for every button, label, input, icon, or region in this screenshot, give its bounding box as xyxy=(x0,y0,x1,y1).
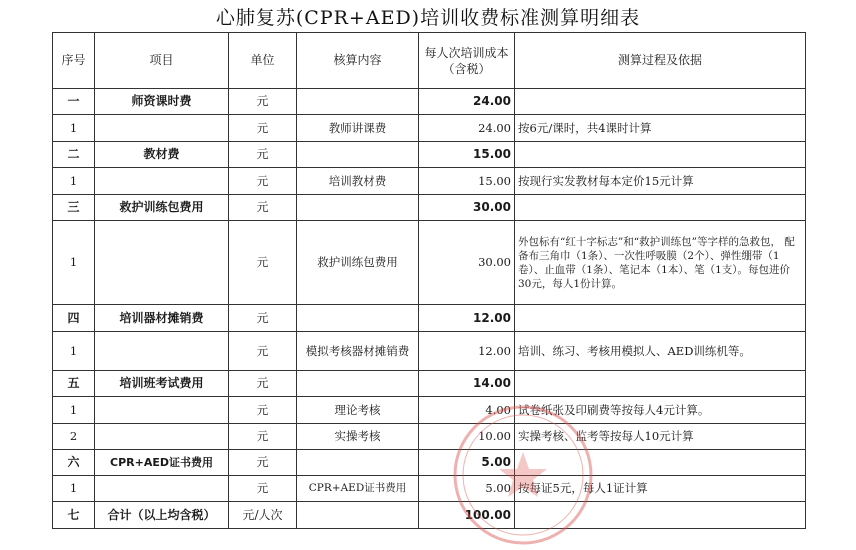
row-no: 1 xyxy=(53,168,95,195)
row-item: CPR+AED证书费用 xyxy=(95,450,229,476)
row-no: 2 xyxy=(53,424,95,450)
fee-table xyxy=(52,32,806,529)
row-basis xyxy=(515,502,806,529)
row-cost: 15.00 xyxy=(419,168,515,195)
row-content: CPR+AED证书费用 xyxy=(297,476,419,502)
page-title: 心肺复苏(CPR+AED)培训收费标准测算明细表 xyxy=(215,7,641,29)
row-cost: 12.00 xyxy=(419,332,515,371)
row-no: 1 xyxy=(53,221,95,305)
row-unit: 元 xyxy=(229,89,297,115)
row-item xyxy=(95,168,229,195)
row-content: 模拟考核器材摊销费 xyxy=(297,332,419,371)
header-row xyxy=(53,33,806,89)
row-unit: 元 xyxy=(229,115,297,142)
table-row xyxy=(53,195,806,221)
row-item xyxy=(95,115,229,142)
table-row xyxy=(53,476,806,502)
row-unit: 元 xyxy=(229,305,297,332)
row-basis xyxy=(515,371,806,397)
row-cost: 30.00 xyxy=(419,195,515,221)
header-basis: 测算过程及依据 xyxy=(515,33,806,89)
row-content xyxy=(297,305,419,332)
row-content: 理论考核 xyxy=(297,397,419,424)
row-unit: 元 xyxy=(229,424,297,450)
row-unit: 元 xyxy=(229,195,297,221)
table-row xyxy=(53,371,806,397)
header-cost: 每人次培训成本 （含税） xyxy=(419,33,515,89)
row-basis xyxy=(515,305,806,332)
row-item xyxy=(95,221,229,305)
row-no: 1 xyxy=(53,476,95,502)
row-no: 六 xyxy=(53,450,95,476)
table-row xyxy=(53,332,806,371)
row-content: 培训教材费 xyxy=(297,168,419,195)
row-basis xyxy=(515,450,806,476)
row-basis: 外包标有“红十字标志”和“救护训练包”等字样的急救包， 配备布三角巾（1条）、一次性呼吸膜（2个）、弹性绷带（1卷）、止血带（1条）、笔记本（1本）、笔（1支）。每包进价30元，每人1份计算。 xyxy=(515,221,806,305)
row-basis xyxy=(515,142,806,168)
table-row xyxy=(53,450,806,476)
row-basis: 按现行实发教材每本定价15元计算 xyxy=(515,168,806,195)
row-content xyxy=(297,142,419,168)
table-row xyxy=(53,221,806,305)
header-item: 项目 xyxy=(95,33,229,89)
header-unit: 单位 xyxy=(229,33,297,89)
row-content xyxy=(297,502,419,529)
row-unit: 元 xyxy=(229,142,297,168)
row-no: 三 xyxy=(53,195,95,221)
row-item: 合计（以上均含税） xyxy=(95,502,229,529)
row-unit: 元 xyxy=(229,450,297,476)
row-item: 救护训练包费用 xyxy=(95,195,229,221)
row-unit: 元 xyxy=(229,221,297,305)
row-cost: 10.00 xyxy=(419,424,515,450)
row-cost: 24.00 xyxy=(419,115,515,142)
table-row xyxy=(53,305,806,332)
row-basis: 按每证5元，每人1证计算 xyxy=(515,476,806,502)
row-content: 教师讲课费 xyxy=(297,115,419,142)
row-basis xyxy=(515,195,806,221)
row-cost: 12.00 xyxy=(419,305,515,332)
row-no: 1 xyxy=(53,115,95,142)
header-no: 序号 xyxy=(53,33,95,89)
row-item xyxy=(95,397,229,424)
row-item: 培训器材摊销费 xyxy=(95,305,229,332)
row-unit: 元/人次 xyxy=(229,502,297,529)
row-unit: 元 xyxy=(229,476,297,502)
row-cost: 14.00 xyxy=(419,371,515,397)
header-content: 核算内容 xyxy=(297,33,419,89)
table-row xyxy=(53,168,806,195)
row-unit: 元 xyxy=(229,168,297,195)
table-row xyxy=(53,424,806,450)
row-no: 二 xyxy=(53,142,95,168)
row-item xyxy=(95,332,229,371)
table-row xyxy=(53,502,806,529)
row-cost: 4.00 xyxy=(419,397,515,424)
row-cost: 100.00 xyxy=(419,502,515,529)
row-cost: 15.00 xyxy=(419,142,515,168)
row-no: 1 xyxy=(53,397,95,424)
row-item xyxy=(95,476,229,502)
row-unit: 元 xyxy=(229,397,297,424)
row-basis: 试卷纸张及印刷费等按每人4元计算。 xyxy=(515,397,806,424)
row-no: 四 xyxy=(53,305,95,332)
row-no: 五 xyxy=(53,371,95,397)
row-unit: 元 xyxy=(229,332,297,371)
row-content xyxy=(297,450,419,476)
row-cost: 5.00 xyxy=(419,476,515,502)
row-no: 一 xyxy=(53,89,95,115)
row-basis: 培训、练习、考核用模拟人、AED训练机等。 xyxy=(515,332,806,371)
row-basis xyxy=(515,89,806,115)
row-cost: 5.00 xyxy=(419,450,515,476)
row-content xyxy=(297,89,419,115)
row-content xyxy=(297,371,419,397)
table-row xyxy=(53,397,806,424)
row-item: 培训班考试费用 xyxy=(95,371,229,397)
row-content: 实操考核 xyxy=(297,424,419,450)
row-content xyxy=(297,195,419,221)
row-unit: 元 xyxy=(229,371,297,397)
table-row xyxy=(53,142,806,168)
row-item: 教材费 xyxy=(95,142,229,168)
row-cost: 24.00 xyxy=(419,89,515,115)
row-no: 1 xyxy=(53,332,95,371)
row-item: 师资课时费 xyxy=(95,89,229,115)
row-item xyxy=(95,424,229,450)
table-row xyxy=(53,115,806,142)
row-basis: 实操考核、监考等按每人10元计算 xyxy=(515,424,806,450)
row-basis: 按6元/课时，共4课时计算 xyxy=(515,115,806,142)
row-cost: 30.00 xyxy=(419,221,515,305)
table-row xyxy=(53,89,806,115)
row-content: 救护训练包费用 xyxy=(297,221,419,305)
row-no: 七 xyxy=(53,502,95,529)
